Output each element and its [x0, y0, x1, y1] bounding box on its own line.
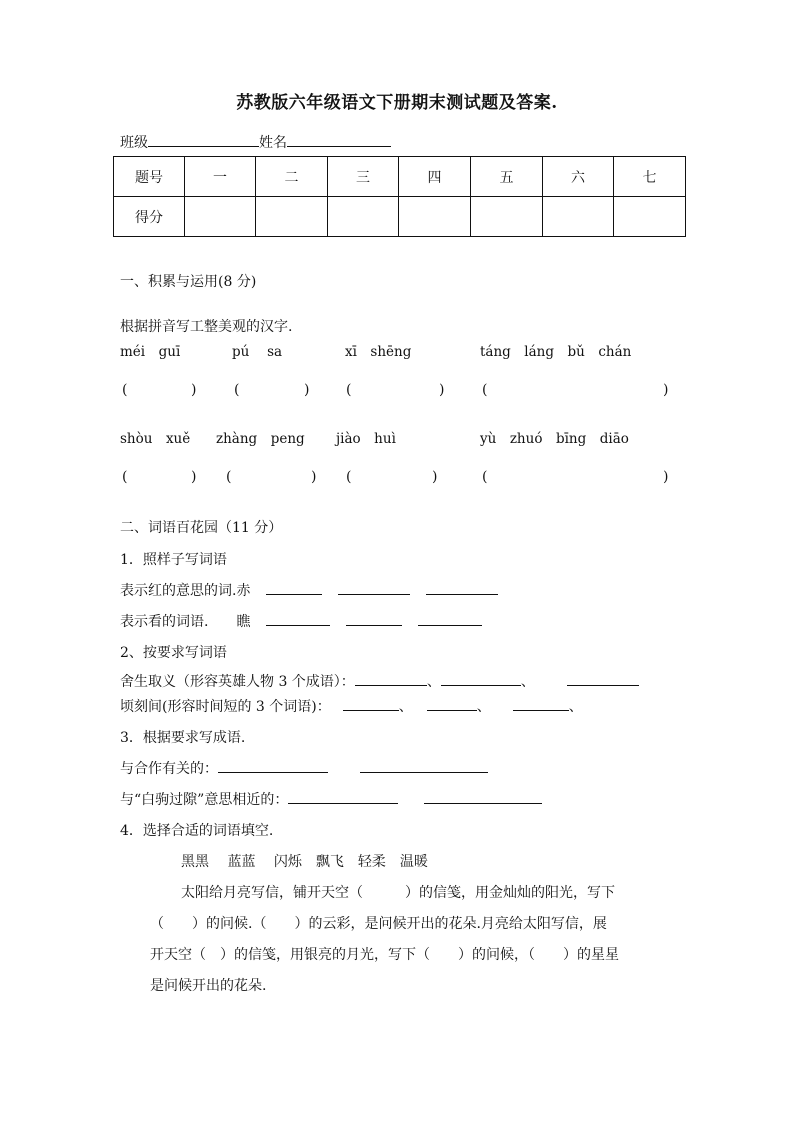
score-table	[113, 156, 686, 237]
q2-line-time-label: 顷刻间(形容时间短的 3 个词语)：	[120, 699, 331, 715]
answer-paren-open: (	[226, 469, 232, 485]
answer-paren-open: (	[122, 469, 128, 485]
answer-blank[interactable]	[424, 789, 542, 804]
separator: 、	[520, 674, 535, 690]
score-cell[interactable]	[399, 197, 471, 237]
answer-paren-open: (	[346, 469, 352, 485]
answer-paren-close: )	[439, 382, 445, 398]
name-field[interactable]	[287, 132, 391, 147]
answer-blank[interactable]	[567, 671, 639, 686]
question-3: 3．根据要求写成语.	[120, 730, 246, 746]
pinyin-item: jiào huì	[336, 431, 396, 447]
answer-blank[interactable]	[346, 611, 402, 626]
section1-heading: 一、积累与运用(8 分)	[120, 274, 257, 290]
column-header: 二	[256, 157, 328, 197]
q3-line-time-idiom-label: 与“白驹过隙”意思相近的：	[120, 792, 289, 808]
answer-paren-open: (	[482, 469, 488, 485]
column-header: 六	[543, 157, 614, 197]
answer-paren-close: )	[191, 469, 197, 485]
answer-blank[interactable]	[288, 789, 398, 804]
answer-blank[interactable]	[266, 611, 330, 626]
separator: 、	[398, 699, 413, 715]
question-4: 4．选择合适的词语填空.	[120, 823, 274, 839]
pinyin-item: xī shēng	[345, 344, 412, 360]
question-1: 1．照样子写词语	[120, 552, 227, 568]
answer-blank[interactable]	[441, 671, 521, 686]
class-field[interactable]	[148, 132, 259, 147]
answer-blank[interactable]	[418, 611, 482, 626]
q1-line-look-label: 表示看的词语. 瞧	[120, 614, 251, 630]
separator: 、	[568, 699, 583, 715]
answer-paren-open: (	[346, 382, 352, 398]
passage-line: 是问候开出的花朵.	[150, 978, 267, 994]
column-header: 五	[471, 157, 543, 197]
answer-paren-open: (	[482, 382, 488, 398]
section2-heading: 二、词语百花园（11 分）	[120, 520, 283, 536]
q3-line-time-idiom	[120, 789, 542, 809]
q2-line-heroes-label: 舍生取义（形容英雄人物 3 个成语）：	[120, 674, 355, 690]
table-row	[114, 197, 686, 237]
column-header: 七	[614, 157, 686, 197]
answer-blank[interactable]	[355, 671, 427, 686]
answer-paren-close: )	[663, 469, 669, 485]
answer-blank[interactable]	[338, 580, 410, 595]
score-label: 得分	[114, 197, 185, 237]
q1-line-red-label: 表示红的意思的词.赤	[120, 583, 251, 599]
name-label: 姓名	[259, 135, 287, 151]
column-header: 四	[399, 157, 471, 197]
separator: 、	[476, 699, 491, 715]
pinyin-item: yù zhuó bīng diāo	[480, 431, 629, 447]
answer-paren-open: (	[234, 382, 240, 398]
column-header: 三	[328, 157, 399, 197]
score-cell[interactable]	[614, 197, 686, 237]
answer-blank[interactable]	[266, 580, 322, 595]
section1-instruction: 根据拼音写工整美观的汉字.	[120, 319, 293, 335]
score-cell[interactable]	[328, 197, 399, 237]
word-bank: 黑黑 蓝蓝 闪烁 飘飞 轻柔 温暖	[181, 854, 428, 870]
answer-blank[interactable]	[360, 758, 488, 773]
q2-line-heroes	[120, 671, 639, 691]
separator: 、	[426, 674, 441, 690]
q1-line-red	[120, 580, 498, 600]
question-number-label: 题号	[114, 157, 185, 197]
score-cell[interactable]	[185, 197, 256, 237]
answer-blank[interactable]	[343, 696, 399, 711]
q1-line-look	[120, 611, 482, 631]
answer-paren-close: )	[304, 382, 310, 398]
passage-line: 开天空（ ）的信笺，用银亮的月光，写下（ ）的问候，（ ）的星星	[150, 947, 619, 963]
pinyin-item: pú sa	[232, 344, 283, 360]
answer-paren-close: )	[432, 469, 438, 485]
class-label: 班级	[120, 135, 148, 151]
pinyin-item: zhàng peng	[216, 431, 305, 447]
pinyin-item: táng láng bǔ chán	[480, 344, 632, 360]
page-title: 苏教版六年级语文下册期末测试题及答案.	[236, 93, 558, 113]
pinyin-item: shòu xuě	[120, 431, 191, 447]
q3-line-cooperation-label: 与合作有关的：	[120, 761, 218, 777]
q2-line-time	[120, 696, 583, 716]
answer-paren-close: )	[663, 382, 669, 398]
answer-paren-open: (	[122, 382, 128, 398]
question-2: 2、按要求写词语	[120, 645, 227, 661]
student-info-line	[120, 132, 391, 152]
q3-line-cooperation	[120, 758, 488, 778]
pinyin-item: méi guī	[120, 344, 181, 360]
score-cell[interactable]	[256, 197, 328, 237]
answer-blank[interactable]	[218, 758, 328, 773]
table-row	[114, 157, 686, 197]
answer-paren-close: )	[311, 469, 317, 485]
answer-paren-close: )	[191, 382, 197, 398]
column-header: 一	[185, 157, 256, 197]
score-cell[interactable]	[543, 197, 614, 237]
passage-line: （ ）的问候.（ ）的云彩，是问候开出的花朵.月亮给太阳写信，展	[150, 916, 607, 932]
answer-blank[interactable]	[426, 580, 498, 595]
passage-line: 太阳给月亮写信，铺开天空（ ）的信笺，用金灿灿的阳光，写下	[181, 885, 615, 901]
answer-blank[interactable]	[427, 696, 477, 711]
score-cell[interactable]	[471, 197, 543, 237]
answer-blank[interactable]	[513, 696, 569, 711]
